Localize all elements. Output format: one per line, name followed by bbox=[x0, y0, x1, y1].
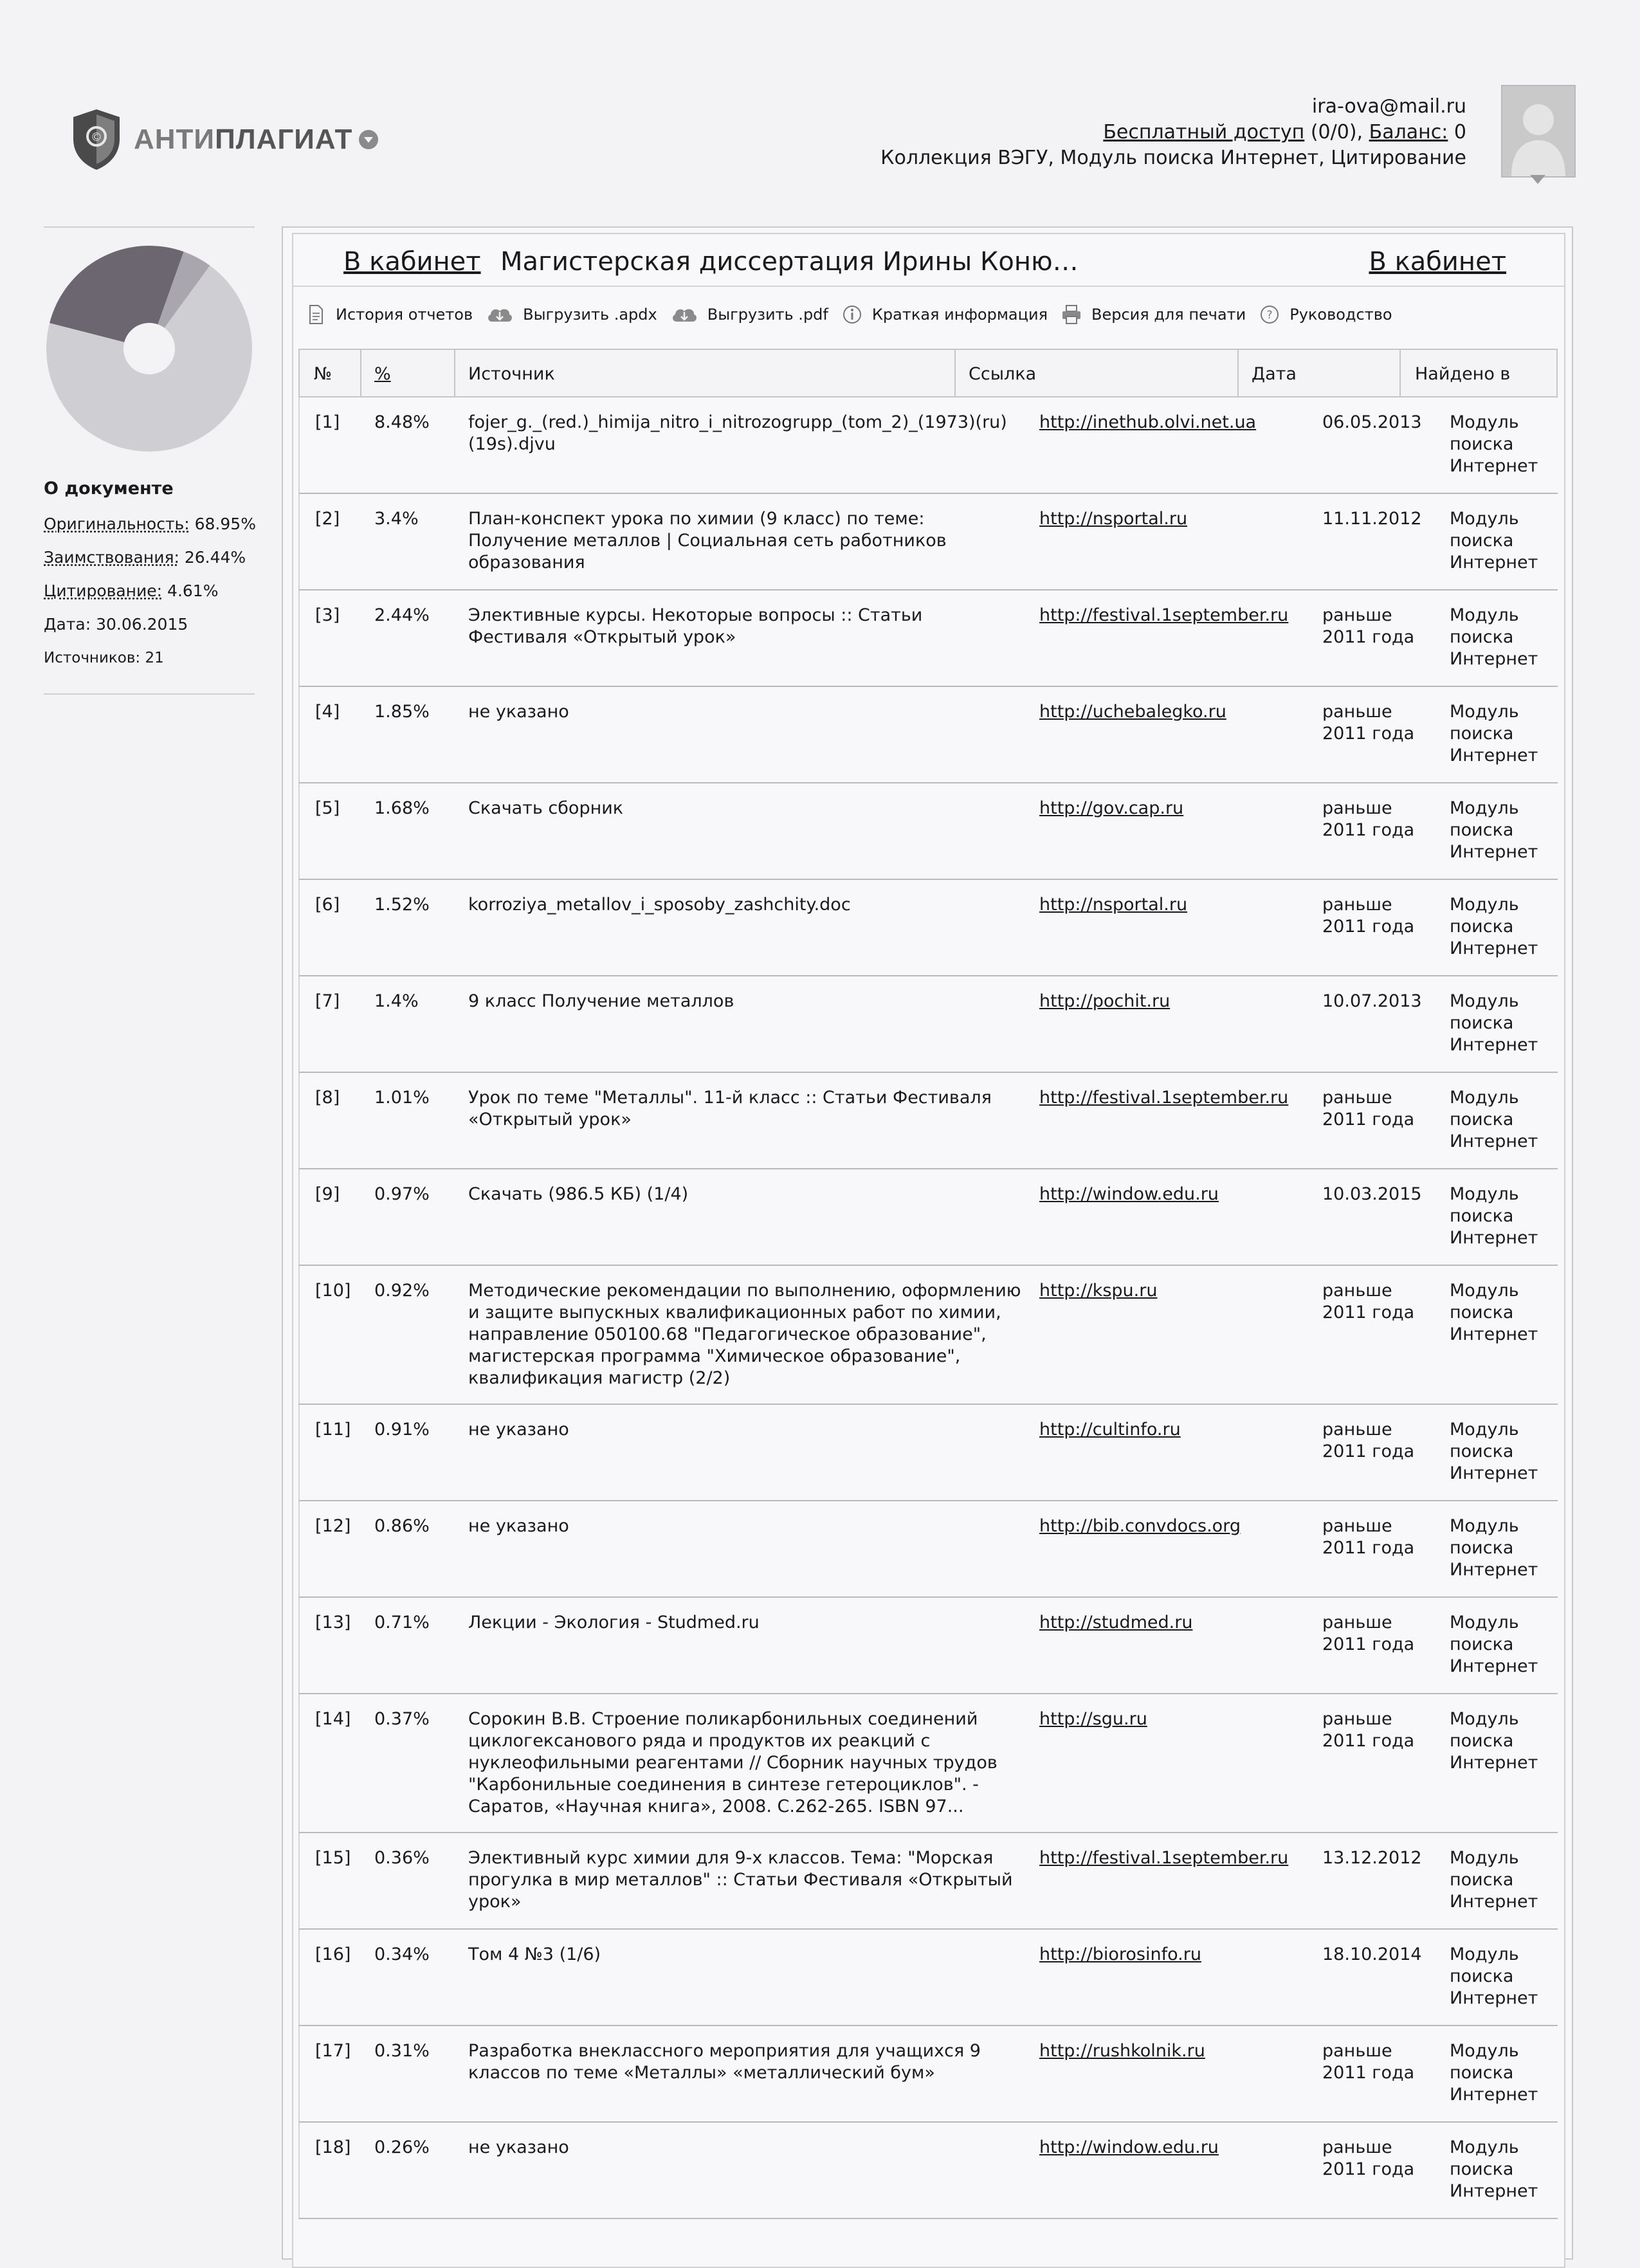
originality-label[interactable]: Оригинальность: bbox=[44, 515, 190, 533]
row-percent: 1.85% bbox=[374, 702, 430, 722]
row-percent: 0.26% bbox=[374, 2137, 430, 2157]
row-found-in: Модуль поиска Интернет bbox=[1450, 702, 1538, 765]
row-source: Методические рекомендации по выполнению, оформлению и защите выпускных квалификационных работ по химии, направление 050100.68 "Педагогическое образование", магистерская программа "Химическое образование", квалификация магистр (2/2) bbox=[468, 1281, 1021, 1388]
row-percent: 1.4% bbox=[374, 991, 419, 1011]
row-found-in: Модуль поиска Интернет bbox=[1450, 1184, 1538, 1248]
row-number: [13] bbox=[315, 1613, 351, 1632]
row-source: не указано bbox=[468, 1516, 569, 1536]
brief-info-button[interactable] bbox=[841, 304, 1048, 325]
row-source: не указано bbox=[468, 2137, 569, 2157]
row-source: План-конспект урока по химии (9 класс) по теме: Получение металлов | Социальная сеть работников образования bbox=[468, 509, 947, 572]
row-percent: 0.91% bbox=[374, 1420, 430, 1440]
guide-button[interactable] bbox=[1259, 304, 1392, 325]
user-email: ira-ova@mail.ru bbox=[1311, 95, 1466, 118]
brief-info-label: Краткая информация bbox=[871, 306, 1048, 324]
citation-label[interactable]: Цитирование: bbox=[44, 581, 163, 600]
user-silhouette-icon bbox=[1502, 86, 1574, 176]
avatar-dropdown-icon[interactable] bbox=[1530, 175, 1545, 184]
row-number: [8] bbox=[315, 1088, 340, 1108]
row-link[interactable]: http://festival.1september.ru bbox=[1039, 1088, 1289, 1108]
row-number: [2] bbox=[315, 509, 340, 529]
user-info bbox=[880, 94, 1466, 171]
print-version-label: Версия для печати bbox=[1091, 306, 1246, 324]
row-link[interactable]: http://pochit.ru bbox=[1039, 991, 1171, 1011]
row-source: fojer_g._(red.)_himija_nitro_i_nitrozogrupp_(tom_2)_(1973)(ru)(19s).djvu bbox=[468, 412, 1007, 454]
row-number: [18] bbox=[315, 2137, 351, 2157]
citation-value: 4.61% bbox=[167, 581, 219, 600]
table-row bbox=[298, 783, 1558, 880]
row-date: 18.10.2014 bbox=[1322, 1944, 1422, 1964]
row-found-in: Модуль поиска Интернет bbox=[1450, 991, 1538, 1055]
col-source-header: Источник bbox=[468, 364, 555, 384]
borrowing-row bbox=[44, 541, 256, 574]
table-row bbox=[298, 687, 1558, 783]
row-number: [9] bbox=[315, 1184, 340, 1204]
print-version-button[interactable] bbox=[1061, 304, 1246, 325]
row-date: 13.12.2012 bbox=[1322, 1848, 1422, 1868]
col-num-header: № bbox=[314, 364, 333, 384]
row-found-in: Модуль поиска Интернет bbox=[1450, 1281, 1538, 1344]
row-date: раньше 2011 года bbox=[1322, 605, 1415, 647]
row-source: Элективные курсы. Некоторые вопросы :: Статьи Фестиваля «Открытый урок» bbox=[468, 605, 923, 647]
table-row bbox=[298, 1266, 1558, 1405]
row-found-in: Модуль поиска Интернет bbox=[1450, 1944, 1538, 2008]
row-found-in: Модуль поиска Интернет bbox=[1450, 798, 1538, 862]
row-link[interactable]: http://nsportal.ru bbox=[1039, 895, 1188, 915]
row-date: раньше 2011 года bbox=[1322, 1516, 1415, 1558]
export-pdf-button[interactable] bbox=[670, 304, 828, 325]
row-date: 11.11.2012 bbox=[1322, 509, 1422, 529]
row-source: Скачать (986.5 КБ) (1/4) bbox=[468, 1184, 689, 1204]
row-source: Урок по теме "Металлы". 11-й класс :: Статьи Фестиваля «Открытый урок» bbox=[468, 1088, 992, 1129]
row-percent: 0.37% bbox=[374, 1709, 430, 1729]
header-separator bbox=[1399, 350, 1401, 396]
row-date: раньше 2011 года bbox=[1322, 702, 1415, 744]
row-percent: 1.01% bbox=[374, 1088, 430, 1108]
logo-part2: ПЛАГИАТ bbox=[215, 123, 353, 155]
row-number: [4] bbox=[315, 702, 340, 722]
cloud-download-icon bbox=[486, 304, 514, 325]
row-percent: 0.71% bbox=[374, 1613, 430, 1632]
svg-text:?: ? bbox=[1266, 309, 1273, 322]
row-date: 10.03.2015 bbox=[1322, 1184, 1422, 1204]
row-found-in: Модуль поиска Интернет bbox=[1450, 1420, 1538, 1483]
document-title: Магистерская диссертация Ирины Коню… bbox=[500, 247, 1079, 277]
row-number: [11] bbox=[315, 1420, 351, 1440]
col-link-header: Ссылка bbox=[969, 364, 1037, 384]
cloud-download-icon bbox=[670, 304, 698, 325]
table-row bbox=[298, 1694, 1558, 1833]
to-cabinet-link[interactable]: В кабинет bbox=[343, 247, 481, 277]
row-percent: 0.92% bbox=[374, 1281, 430, 1301]
row-link[interactable]: http://uchebalegko.ru bbox=[1039, 702, 1226, 722]
row-found-in: Модуль поиска Интернет bbox=[1450, 895, 1538, 958]
row-percent: 8.48% bbox=[374, 412, 430, 432]
row-date: раньше 2011 года bbox=[1322, 1709, 1415, 1751]
row-number: [10] bbox=[315, 1281, 351, 1301]
col-pct-header[interactable]: % bbox=[374, 364, 391, 384]
sources-row bbox=[44, 641, 256, 675]
export-apdx-label: Выгрузить .apdx bbox=[523, 306, 657, 324]
header-separator bbox=[1237, 350, 1239, 396]
row-found-in: Модуль поиска Интернет bbox=[1450, 605, 1538, 669]
borrowing-value: 26.44% bbox=[184, 548, 246, 567]
row-number: [5] bbox=[315, 798, 340, 818]
borrowing-label[interactable]: Заимствования: bbox=[44, 548, 179, 567]
row-found-in: Модуль поиска Интернет bbox=[1450, 1709, 1538, 1773]
table-row bbox=[298, 2026, 1558, 2123]
help-icon bbox=[1259, 304, 1280, 325]
sources-table bbox=[298, 349, 1558, 2219]
row-date: раньше 2011 года bbox=[1322, 798, 1415, 840]
sources-label: Источников: bbox=[44, 650, 141, 666]
row-percent: 1.68% bbox=[374, 798, 430, 818]
row-source: не указано bbox=[468, 702, 569, 722]
row-source: Лекции - Экология - Studmed.ru bbox=[468, 1613, 760, 1632]
header-separator bbox=[360, 350, 361, 396]
document-icon bbox=[305, 304, 327, 325]
row-link[interactable]: http://kspu.ru bbox=[1039, 1281, 1158, 1301]
row-source: Разработка внеклассного мероприятия для учащихся 9 классов по теме «Металлы» «металлический бум» bbox=[468, 2041, 981, 2083]
row-found-in: Модуль поиска Интернет bbox=[1450, 1516, 1538, 1580]
row-date: раньше 2011 года bbox=[1322, 1088, 1415, 1129]
row-link[interactable]: http://window.edu.ru bbox=[1039, 1184, 1219, 1204]
account-line bbox=[880, 120, 1466, 145]
row-percent: 0.34% bbox=[374, 1944, 430, 1964]
row-date: 10.07.2013 bbox=[1322, 991, 1422, 1011]
row-date: 06.05.2013 bbox=[1322, 412, 1422, 432]
row-source: Скачать сборник bbox=[468, 798, 624, 818]
citation-row bbox=[44, 574, 256, 608]
access-value: (0/0), bbox=[1310, 121, 1363, 143]
row-source: Элективный курс химии для 9-х классов. Тема: "Морская прогулка в мир металлов" :: Статьи Фестиваля «Открытый урок» bbox=[468, 1848, 1013, 1912]
row-link[interactable]: http://festival.1september.ru bbox=[1039, 1848, 1289, 1868]
sidebar-divider-top bbox=[44, 226, 255, 228]
row-found-in: Модуль поиска Интернет bbox=[1450, 1088, 1538, 1151]
row-link[interactable]: http://sgu.ru bbox=[1039, 1709, 1147, 1729]
table-row bbox=[298, 1833, 1558, 1930]
date-label: Дата: bbox=[44, 615, 91, 634]
table-row bbox=[298, 590, 1558, 687]
row-number: [3] bbox=[315, 605, 340, 625]
row-percent: 0.97% bbox=[374, 1184, 430, 1204]
report-panel bbox=[282, 226, 1573, 2260]
row-found-in: Модуль поиска Интернет bbox=[1450, 412, 1538, 476]
table-row bbox=[298, 976, 1558, 1073]
date-row bbox=[44, 608, 256, 641]
row-found-in: Модуль поиска Интернет bbox=[1450, 1848, 1538, 1912]
table-row bbox=[298, 1598, 1558, 1694]
avatar[interactable] bbox=[1501, 85, 1576, 178]
table-body bbox=[298, 398, 1558, 2219]
row-date: раньше 2011 года bbox=[1322, 1281, 1415, 1322]
row-percent: 0.31% bbox=[374, 2041, 430, 2061]
table-row bbox=[298, 1405, 1558, 1501]
row-link[interactable]: http://inethub.olvi.net.ua bbox=[1039, 412, 1257, 432]
pie-slice-borrowing bbox=[50, 246, 184, 342]
balance-link[interactable]: Баланс: bbox=[1369, 121, 1448, 143]
row-link[interactable]: http://nsportal.ru bbox=[1039, 509, 1188, 529]
row-source: korroziya_metallov_i_sposoby_zashchity.doc bbox=[468, 895, 851, 915]
row-found-in: Модуль поиска Интернет bbox=[1450, 2041, 1538, 2105]
report-frame bbox=[292, 233, 1565, 2268]
balance-value: 0 bbox=[1453, 121, 1466, 143]
shield-logo-icon bbox=[71, 108, 122, 171]
table-header bbox=[298, 349, 1558, 398]
row-number: [14] bbox=[315, 1709, 351, 1729]
row-number: [7] bbox=[315, 991, 340, 1011]
collections-text: Коллекция ВЭГУ, Модуль поиска Интернет, Цитирование bbox=[880, 147, 1466, 169]
row-source: Сорокин В.В. Строение поликарбонильных соединений циклогексанового ряда и продуктов их реакций с нуклеофильными реагентами // Сборник научных трудов "Карбонильные соединения в синтезе гетероциклов". - Саратов, «Научная книга», 2008. С.262-265. ISBN 97... bbox=[468, 1709, 998, 1816]
guide-label: Руководство bbox=[1289, 306, 1392, 324]
about-title: О документе bbox=[44, 479, 174, 498]
free-access-link[interactable]: Бесплатный доступ bbox=[1103, 121, 1305, 143]
row-link[interactable]: http://festival.1september.ru bbox=[1039, 605, 1289, 625]
row-found-in: Модуль поиска Интернет bbox=[1450, 2137, 1538, 2201]
col-date-header: Дата bbox=[1252, 364, 1297, 384]
to-cabinet-link-right[interactable]: В кабинет bbox=[1369, 247, 1506, 277]
row-number: [6] bbox=[315, 895, 340, 915]
row-date: раньше 2011 года bbox=[1322, 2137, 1415, 2179]
export-apdx-button[interactable] bbox=[486, 304, 657, 325]
row-percent: 2.44% bbox=[374, 605, 430, 625]
history-button[interactable] bbox=[305, 304, 473, 325]
report-toolbar bbox=[293, 287, 1564, 342]
row-link[interactable]: http://gov.cap.ru bbox=[1039, 798, 1184, 818]
table-row bbox=[298, 1930, 1558, 2026]
header-separator bbox=[954, 350, 956, 396]
date-value: 30.06.2015 bbox=[96, 615, 188, 634]
row-date: раньше 2011 года bbox=[1322, 2041, 1415, 2083]
col-found-header: Найдено в bbox=[1415, 364, 1511, 384]
row-link[interactable]: http://studmed.ru bbox=[1039, 1613, 1193, 1632]
row-link[interactable]: http://window.edu.ru bbox=[1039, 2137, 1219, 2157]
table-row bbox=[298, 1073, 1558, 1169]
export-pdf-label: Выгрузить .pdf bbox=[707, 306, 828, 324]
row-number: [15] bbox=[315, 1848, 351, 1868]
row-source: Том 4 №3 (1/6) bbox=[468, 1944, 601, 1964]
row-found-in: Модуль поиска Интернет bbox=[1450, 1613, 1538, 1676]
table-row bbox=[298, 1169, 1558, 1266]
row-link[interactable]: http://bib.convdocs.org bbox=[1039, 1516, 1241, 1536]
chevron-down-icon[interactable] bbox=[359, 130, 378, 149]
row-percent: 3.4% bbox=[374, 509, 419, 529]
table-row bbox=[298, 398, 1558, 494]
printer-icon bbox=[1061, 304, 1082, 325]
row-link[interactable]: http://cultinfo.ru bbox=[1039, 1420, 1181, 1440]
row-source: не указано bbox=[468, 1420, 569, 1440]
row-source: 9 класс Получение металлов bbox=[468, 991, 734, 1011]
table-row bbox=[298, 2123, 1558, 2219]
row-number: [1] bbox=[315, 412, 340, 432]
originality-value: 68.95% bbox=[194, 515, 256, 533]
svg-text:©: © bbox=[91, 131, 102, 144]
row-percent: 0.86% bbox=[374, 1516, 430, 1536]
row-percent: 1.52% bbox=[374, 895, 430, 915]
row-date: раньше 2011 года bbox=[1322, 1420, 1415, 1461]
info-icon bbox=[841, 304, 863, 325]
table-row bbox=[298, 880, 1558, 976]
history-label: История отчетов bbox=[336, 306, 473, 324]
sources-value: 21 bbox=[145, 650, 164, 666]
logo-part1: АНТИ bbox=[134, 123, 215, 155]
table-row bbox=[298, 1501, 1558, 1598]
row-number: [12] bbox=[315, 1516, 351, 1536]
row-date: раньше 2011 года bbox=[1322, 1613, 1415, 1654]
row-found-in: Модуль поиска Интернет bbox=[1450, 509, 1538, 572]
row-number: [17] bbox=[315, 2041, 351, 2061]
antiplagiat-logo[interactable] bbox=[71, 108, 378, 171]
row-date: раньше 2011 года bbox=[1322, 895, 1415, 937]
row-link[interactable]: http://biorosinfo.ru bbox=[1039, 1944, 1201, 1964]
table-row bbox=[298, 494, 1558, 590]
report-title-bar bbox=[293, 234, 1564, 287]
sidebar-divider-bottom bbox=[44, 693, 255, 695]
originality-pie-chart bbox=[44, 243, 255, 454]
logo-wordmark bbox=[134, 123, 352, 156]
row-percent: 0.36% bbox=[374, 1848, 430, 1868]
row-number: [16] bbox=[315, 1944, 351, 1964]
about-document bbox=[44, 479, 256, 675]
row-link[interactable]: http://rushkolnik.ru bbox=[1039, 2041, 1205, 2061]
originality-row bbox=[44, 508, 256, 541]
header-separator bbox=[454, 350, 455, 396]
